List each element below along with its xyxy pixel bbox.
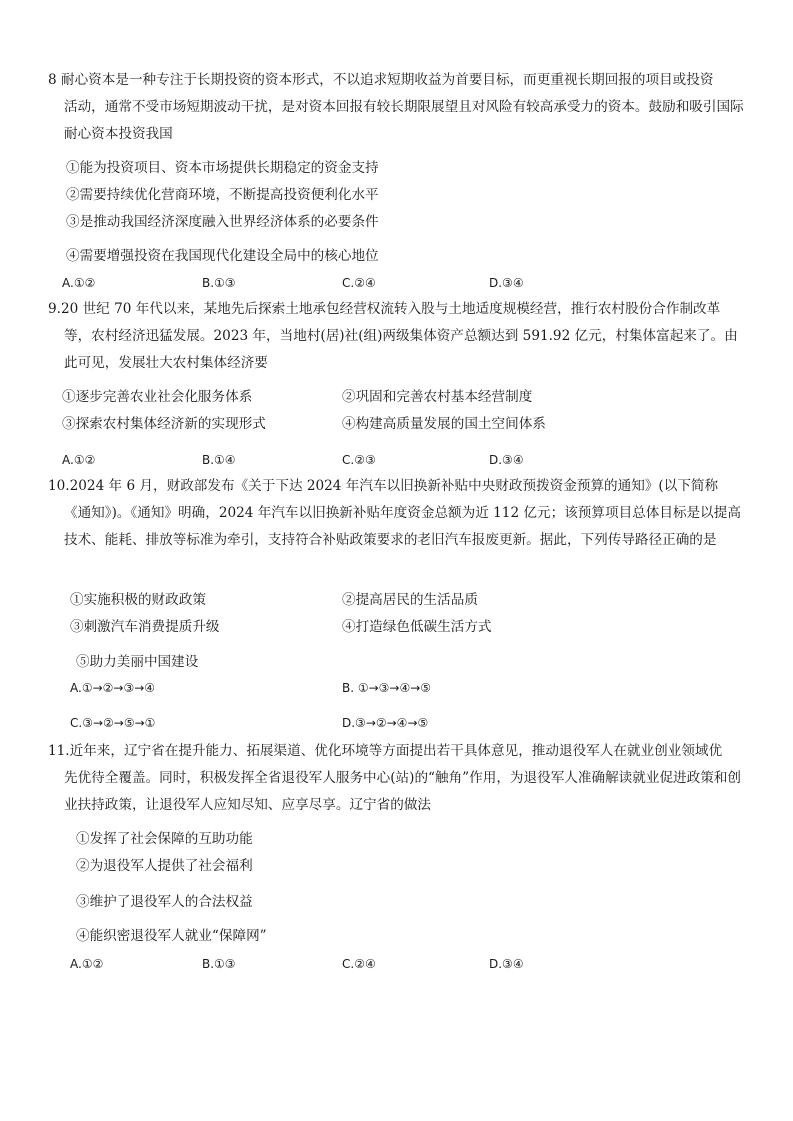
question-10-stem-rest: 《通知》)。《通知》明确，2024 年汽车以旧换新补贴年度资金总额为近 112 亿元；该预算项目总体目标是以提高技术、能耗、排放等标准为牵引，支持符合补贴政策要求的老旧汽车报废更新。据此，下列传导路径正确的是 — [64, 505, 741, 548]
question-11-answer-b: B.①③ — [202, 957, 236, 971]
question-8-stem-rest: 活动，通常不受市场短期波动干扰，是对资本回报有较长期限展望且对风险有较高承受力的资本。鼓励和吸引国际耐心资本投资我国 — [64, 99, 744, 142]
question-10-answer-a: A.①→②→③→④ — [70, 681, 156, 695]
question-10-option-2: ②提高居民的生活品质 — [342, 592, 478, 608]
question-9-stem-rest: 等，农村经济迅猛发展。2023 年，当地村(居)社(组)两级集体资产总额达到 591.92 亿元，村集体富起来了。由此可见，发展壮大农村集体经济要 — [64, 328, 738, 371]
question-8-option-1: ①能为投资项目、资本市场提供长期稳定的资金支持 — [66, 160, 379, 176]
question-9-answer-c: C.②③ — [342, 453, 376, 467]
question-8-option-4: ④需要增强投资在我国现代化建设全局中的核心地位 — [66, 248, 379, 264]
question-11-option-3: ③维护了退役军人的合法权益 — [76, 894, 253, 910]
question-9-stem-line1: 9.20 世纪 70 年代以来，某地先后探索土地承包经营权流转入股与土地适度规模经营，推行农村股份合作制改革 — [48, 301, 721, 317]
question-8-answer-b: B.①③ — [202, 276, 236, 290]
question-8-answer-a: A.①② — [62, 276, 96, 290]
question-10-answer-b: B. ①→③→④→⑤ — [342, 681, 432, 695]
question-11-answer-c: C.②④ — [342, 957, 376, 971]
question-8-option-2: ②需要持续优化营商环境，不断提高投资便利化水平 — [66, 187, 379, 203]
question-10-answer-c: C.③→②→⑤→① — [70, 716, 156, 730]
question-8-option-3: ③是推动我国经济深度融入世界经济体系的必要条件 — [66, 214, 379, 230]
question-8-answer-d: D.③④ — [489, 276, 524, 290]
question-10-option-3: ③刺激汽车消费提质升级 — [70, 619, 220, 635]
question-11-stem-rest: 先优待全覆盖。同时，积极发挥全省退役军人服务中心(站)的“触角”作用，为退役军人准确解读就业促进政策和创业扶持政策，让退役军人应知尽知、应享尽享。辽宁省的做法 — [64, 770, 742, 813]
question-8-answer-c: C.②④ — [342, 276, 376, 290]
question-9-option-2: ②巩固和完善农村基本经营制度 — [342, 389, 533, 405]
question-10-stem-line1: 10.2024 年 6 月，财政部发布《关于下达 2024 年汽车以旧换新补贴中央财政预拨资金预算的通知》(以下简称 — [48, 478, 719, 494]
question-11-option-1: ①发挥了社会保障的互助功能 — [76, 831, 253, 847]
question-10 — [48, 473, 750, 554]
question-9-option-3: ③探索农村集体经济新的实现形式 — [62, 416, 266, 432]
question-8-stem-line1: 8 耐心资本是一种专注于长期投资的资本形式，不以追求短期收益为首要目标，而更重视长期回报的项目或投资 — [48, 72, 714, 88]
question-11-stem-line1: 11.近年来，辽宁省在提升能力、拓展渠道、优化环境等方面提出若干具体意见，推动退役军人在就业创业领域优 — [48, 743, 723, 759]
question-11-answer-d: D.③④ — [489, 957, 524, 971]
question-11-option-2: ②为退役军人提供了社会福利 — [76, 858, 253, 874]
question-9-answer-b: B.①④ — [202, 453, 236, 467]
question-10-option-4: ④打造绿色低碳生活方式 — [342, 619, 492, 635]
question-9-option-1: ①逐步完善农业社会化服务体系 — [62, 389, 253, 405]
question-9-answer-a: A.①② — [62, 453, 96, 467]
question-10-option-5: ⑤助力美丽中国建设 — [76, 654, 199, 670]
question-9-option-4: ④构建高质量发展的国土空间体系 — [342, 416, 546, 432]
question-9 — [48, 296, 750, 377]
question-11 — [48, 738, 750, 819]
question-11-answer-a: A.①② — [70, 957, 104, 971]
question-8 — [48, 67, 750, 148]
question-10-answer-d: D.③→②→④→⑤ — [342, 716, 429, 730]
question-10-option-1: ①实施积极的财政政策 — [70, 592, 206, 608]
question-9-answer-d: D.③④ — [489, 453, 524, 467]
question-11-option-4: ④能织密退役军人就业“保障网” — [76, 928, 267, 944]
